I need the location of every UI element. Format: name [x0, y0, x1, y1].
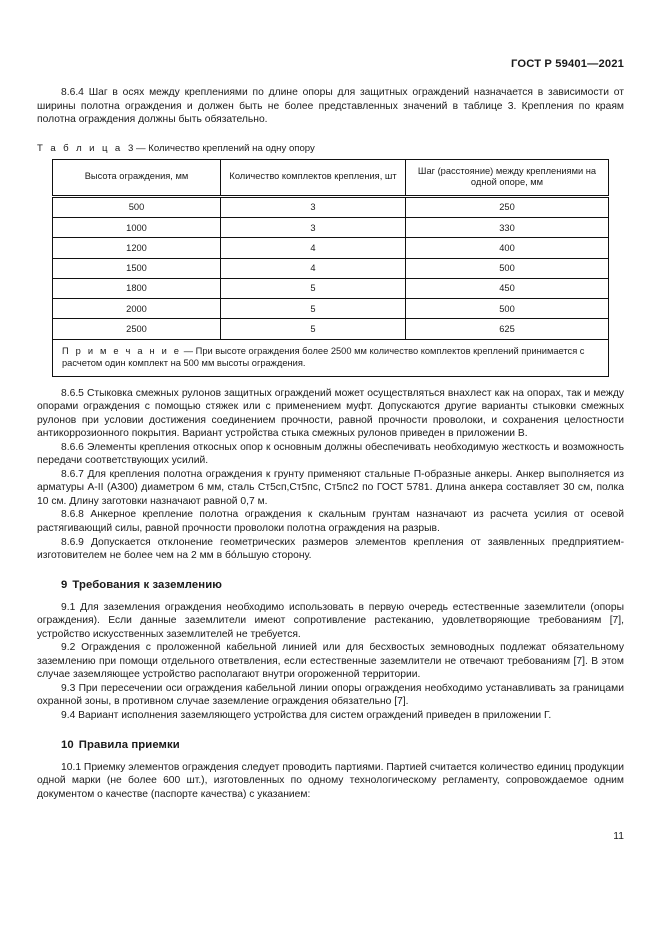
table-note-text — [62, 346, 584, 368]
table-cell-pitch: 330 — [406, 217, 609, 237]
table-cell-kits: 5 — [221, 319, 406, 339]
clause-8-6-4: 8.6.4 Шаг в осях между креплениями по длине опоры для защитных ограждений назначается в зависимости от ширины полотна ограждения и должен быть не более представленных значений в таблице 3. Крепления по краям полотна ограждения должны быть обязательно. — [37, 87, 624, 126]
clause-9-4: 9.4 Вариант исполнения заземляющего устройства для систем ограждений приведен в приложении Г. — [61, 710, 552, 722]
table-cell-kits: 5 — [221, 278, 406, 298]
section-title-9: Требования к заземлению — [72, 578, 223, 591]
table-cell-height: 1200 — [53, 238, 221, 258]
table-caption-label: Т а б л и ц а — [37, 142, 123, 154]
table-cell-height: 2000 — [53, 299, 221, 319]
section-heading-10 — [37, 739, 624, 751]
table-cell-pitch: 250 — [406, 196, 609, 217]
table-column-header-height: Высота ограждения, мм — [53, 159, 221, 196]
table-note-body: — При высоте ограждения более 2500 мм количество комплектов креплений принимается с расчетом один комплект на 500 мм высоты ограждения. — [62, 345, 585, 369]
table-cell-height: 1000 — [53, 217, 221, 237]
section-heading-9 — [37, 579, 624, 591]
clause-8-6-5: 8.6.5 Стыковка смежных рулонов защитных ограждений может осуществляться внахлест как на опорах, так и между опорами ограждения с помощью стяжек или с применением муфт. Допускаются другие варианты стыковки смежных рулонов при условии достижения соединением прочности, равной прочности проволоки, и сохранения целостности антикоррозионного покрытия. Вариант устройства стыка смежных рулонов приведен в приложении В. — [37, 387, 624, 440]
clause-9-2: 9.2 Ограждения с проложенной кабельной линией или для бесхвостых земноводных подлежат обязательному заземлению при помощи отдельного ответвления, если естественные заземлители не отвечают требованиям [7]. В этом случае заземляющее устройство располагают внутри огороженной территории. — [37, 642, 624, 681]
clause-10-1: 10.1 Приемку элементов ограждения следует проводить партиями. Партией считается количество единиц продукции одной марки (не более 600 шт.), изготовленных по одному технологическому регламенту, сопровождаемое одним документом о качестве (паспорте качества) с указанием: — [37, 761, 624, 800]
table-column-header-pitch: Шаг (расстояние) между креплениями на одной опоре, мм — [406, 159, 609, 196]
table-cell-kits: 3 — [221, 196, 406, 217]
clause-9-3: 9.3 При пересечении оси ограждения кабельной линии опоры ограждения необходимо устанавливать за границами охранной зоны, в противном случае заземление ограждения обязательно [7]. — [37, 682, 624, 708]
clause-9-1: 9.1 Для заземления ограждения необходимо использовать в первую очередь естественные заземлители (опоры ограждения). Если данные заземлители имеют сопротивление растеканию, удовлетворяющие требованиям [7], устройство искусственных заземлителей не требуется. — [37, 601, 624, 640]
table-caption — [37, 143, 624, 154]
table-row — [53, 238, 609, 258]
clause-8-6-7: 8.6.7 Для крепления полотна ограждения к грунту применяют стальные П-образные анкеры. Анкер выполняется из арматуры А-II (А300) диаметром 6 мм, сталь Ст5сп,Ст5пс, Ст5пс2 по ГОСТ 5781. Длина анкера составляет 30 см, полка 10 см. Длину заготовки назначают равной 0,7 м. — [37, 468, 624, 507]
table-cell-height: 1800 — [53, 278, 221, 298]
table-row — [53, 319, 609, 339]
table-caption-title: Количество креплений на одну опору — [148, 142, 315, 154]
section-number-9: 9 — [61, 578, 68, 591]
table-cell-kits: 4 — [221, 258, 406, 278]
table-note-cell — [53, 339, 609, 376]
clause-8-6-8: 8.6.8 Анкерное крепление полотна ограждения к скальным грунтам назначают из расчета усилия от осевой растягивающий силы, равной прочности проволоки полотна ограждения на разрыв. — [37, 509, 624, 534]
table-cell-kits: 5 — [221, 299, 406, 319]
running-header: ГОСТ Р 59401—2021 — [511, 58, 624, 70]
table-row — [53, 258, 609, 278]
table-note-label: П р и м е ч а н и е — [62, 345, 182, 356]
section-title-10: Правила приемки — [78, 738, 180, 751]
table-cell-kits: 4 — [221, 238, 406, 258]
table-caption-number: 3 — [128, 142, 134, 154]
section-number-10: 10 — [61, 738, 74, 751]
table-cell-height: 500 — [53, 196, 221, 217]
table-note-row — [53, 339, 609, 376]
table-row — [53, 278, 609, 298]
table-caption-dash: — — [136, 142, 146, 154]
table-column-header-kits: Количество комплектов крепления, шт — [221, 159, 406, 196]
table-cell-pitch: 450 — [406, 278, 609, 298]
page-content — [37, 86, 624, 801]
table-cell-pitch: 400 — [406, 238, 609, 258]
page-number: 11 — [613, 831, 624, 842]
table-header-row — [53, 159, 609, 196]
table-cell-pitch: 500 — [406, 258, 609, 278]
table-row — [53, 196, 609, 217]
table-cell-kits: 3 — [221, 217, 406, 237]
table-cell-pitch: 625 — [406, 319, 609, 339]
table-cell-height: 2500 — [53, 319, 221, 339]
table-row — [53, 217, 609, 237]
clause-8-6-6: 8.6.6 Элементы крепления откосных опор к основным должны обеспечивать необходимую жесткость и возможность передачи соответствующих усилий. — [37, 441, 624, 467]
table-cell-pitch: 500 — [406, 299, 609, 319]
fastening-count-table — [52, 159, 609, 377]
table-row — [53, 299, 609, 319]
clause-8-6-9: 8.6.9 Допускается отклонение геометрических размеров элементов крепления от заявленных предприятием-изготовителем не более чем на 2 мм в бо́льшую сторону. — [37, 536, 624, 562]
table-cell-height: 1500 — [53, 258, 221, 278]
